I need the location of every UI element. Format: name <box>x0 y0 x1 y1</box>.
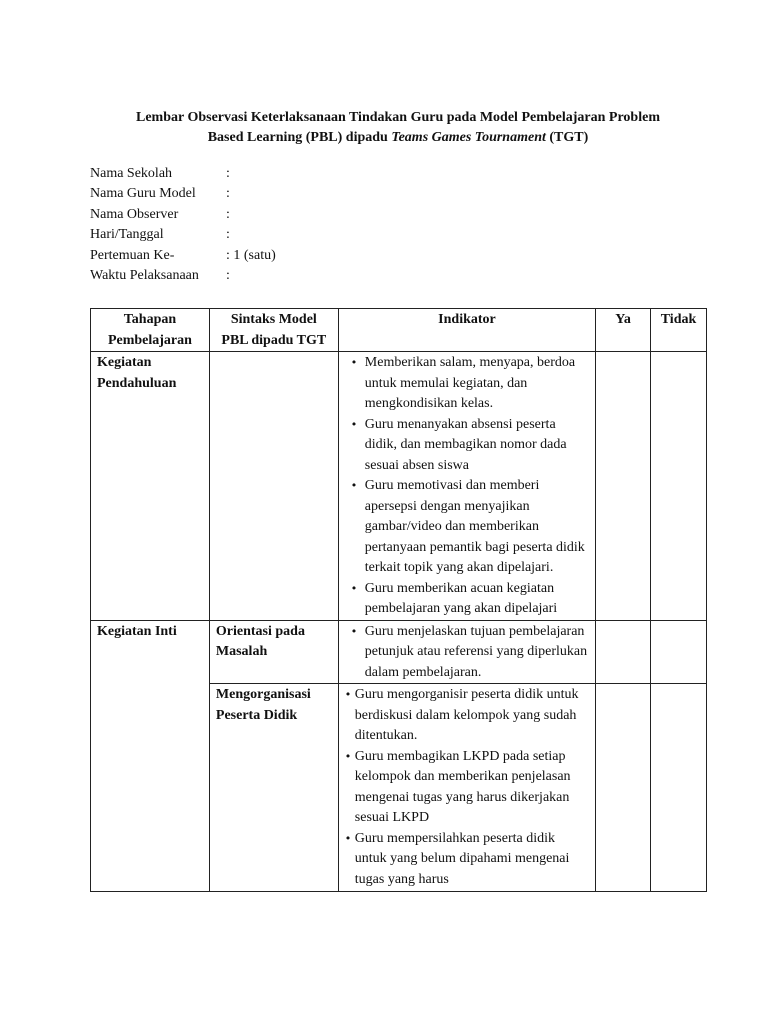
cell-tahapan: Kegiatan Pendahuluan <box>91 352 210 621</box>
header-indikator: Indikator <box>338 309 595 352</box>
indicator-item: • Guru membagikan LKPD pada setiap kelompok dan memberikan penjelasan mengenai tugas yang harus dikerjakan sesuai LKPD <box>355 747 589 829</box>
field-nama-observer <box>90 205 276 225</box>
cell-ya-checkbox[interactable] <box>596 620 651 684</box>
field-value: : <box>226 186 230 202</box>
field-label: Pertemuan Ke- <box>90 247 175 263</box>
title-line-2 <box>90 128 706 148</box>
indicator-clip <box>345 685 589 891</box>
header-sintaks: Sintaks Model PBL dipadu TGT <box>209 309 338 352</box>
indicator-item: • Guru mempersilahkan peserta didik untuk yang belum dipahami mengenai tugas yang harus <box>355 829 589 891</box>
field-label: Nama Observer <box>90 206 179 222</box>
indicator-item: • Guru menanyakan absensi peserta didik, dan membagikan nomor dada sesuai absen siswa <box>365 415 589 477</box>
cell-ya-checkbox[interactable] <box>596 352 651 621</box>
field-nama-guru-model <box>90 184 276 204</box>
cell-sintaks: Mengorganisasi Peserta Didik <box>209 684 338 892</box>
field-label: Waktu Pelaksanaan <box>90 267 199 283</box>
header-tidak: Tidak <box>651 309 707 352</box>
cell-tidak-checkbox[interactable] <box>651 684 707 892</box>
title-line-2-end: (TGT) <box>545 130 589 145</box>
cell-tidak-checkbox[interactable] <box>651 620 707 684</box>
field-value: : <box>226 267 230 283</box>
field-waktu-pelaksanaan <box>90 266 276 286</box>
field-label: Nama Guru Model <box>90 186 196 202</box>
field-hari-tanggal <box>90 225 276 245</box>
indicator-list <box>345 353 589 620</box>
field-label: Nama Sekolah <box>90 166 173 181</box>
field-value: : <box>226 206 230 222</box>
indicator-list <box>345 685 589 890</box>
indicator-item: • Guru menjelaskan tujuan pembelajaran petunjuk atau referensi yang diperlukan dalam pembelajaran. <box>365 622 589 684</box>
field-value: : <box>226 227 230 243</box>
cell-sintaks: Orientasi pada Masalah <box>209 620 338 684</box>
identity-fields <box>90 164 276 286</box>
cell-indikator <box>338 620 595 684</box>
cell-tidak-checkbox[interactable] <box>651 352 707 621</box>
title-line-2-start: Based Learning (PBL) dipadu <box>207 130 392 145</box>
indicator-item: • Memberikan salam, menyapa, berdoa untuk memulai kegiatan, dan mengkondisikan kelas. <box>365 353 589 415</box>
cell-tahapan: Kegiatan Inti <box>91 620 210 892</box>
table-header-row <box>91 309 707 352</box>
indicator-item: • Guru memberikan acuan kegiatan pembelajaran yang akan dipelajari <box>365 579 589 620</box>
cell-ya-checkbox[interactable] <box>596 684 651 892</box>
field-pertemuan-ke <box>90 246 276 266</box>
cell-sintaks <box>209 352 338 621</box>
table-row <box>91 352 707 621</box>
field-value: : <box>226 166 230 181</box>
field-nama-sekolah <box>90 164 276 184</box>
field-label: Hari/Tanggal <box>90 227 164 243</box>
title-line-2-italic: Teams Games Tournament <box>391 130 546 145</box>
indicator-item: • Guru memotivasi dan memberi apersepsi dengan menyajikan gambar/video dan memberikan pertanyaan pemantik bagi peserta didik terkait topik yang akan dipelajari. <box>365 476 589 579</box>
title-line-1: Lembar Observasi Keterlaksanaan Tindakan Guru pada Model Pembelajaran Problem <box>135 110 660 125</box>
table-row <box>91 620 707 684</box>
header-ya: Ya <box>596 309 651 352</box>
indicator-item: • Guru mengorganisir peserta didik untuk berdiskusi dalam kelompok yang sudah ditentukan. <box>355 685 589 747</box>
cell-indikator <box>338 684 595 892</box>
header-tahapan: Tahapan Pembelajaran <box>91 309 210 352</box>
indicator-list <box>345 622 589 684</box>
cell-indikator <box>338 352 595 621</box>
document-title <box>90 108 706 148</box>
field-value: : 1 (satu) <box>226 247 276 263</box>
observation-table <box>90 308 707 892</box>
